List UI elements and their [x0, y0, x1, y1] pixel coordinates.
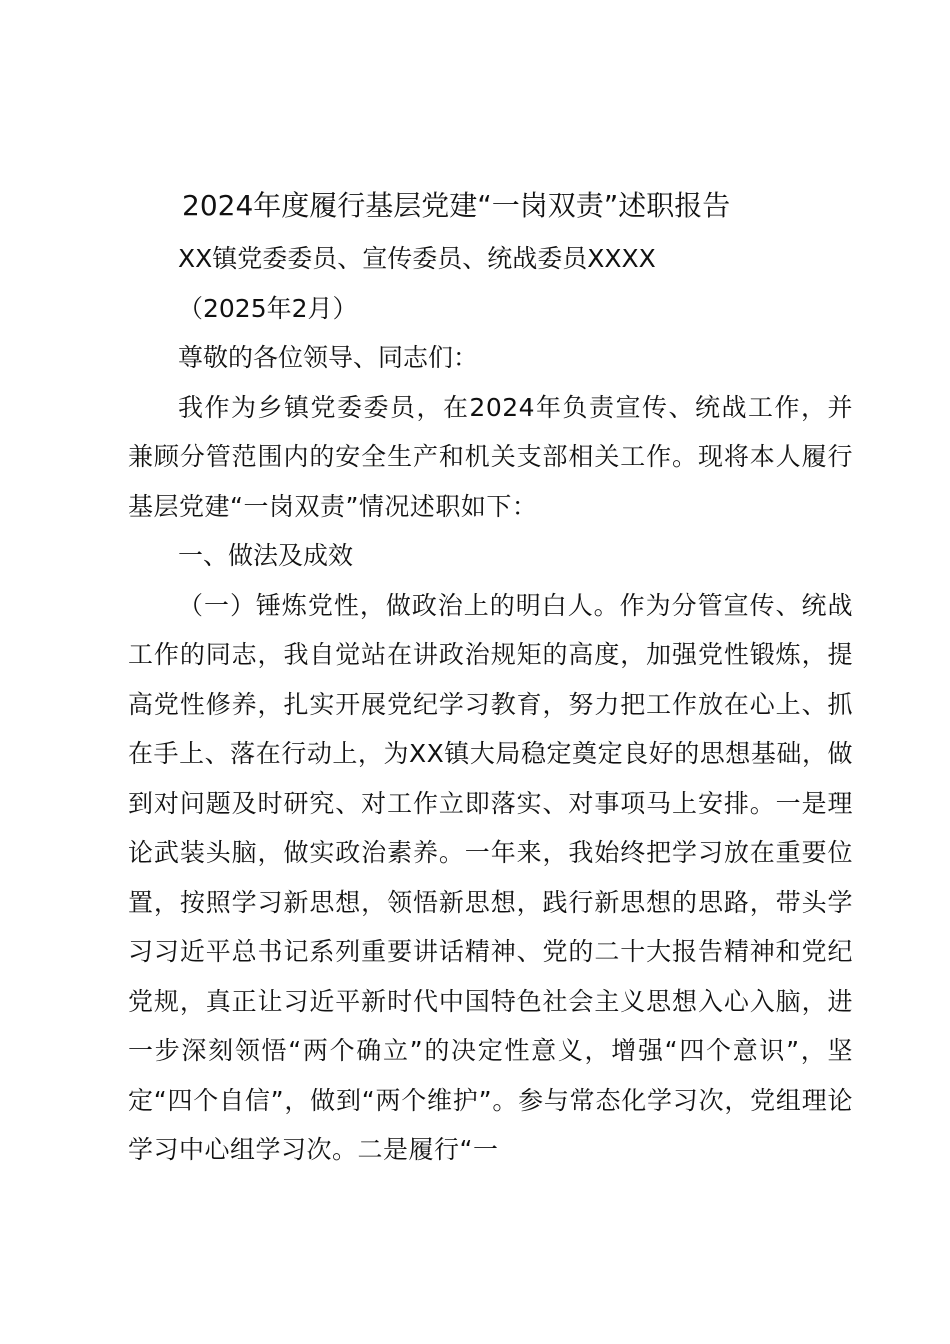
document-title: 2024年度履行基层党建“一岗双责”述职报告	[182, 189, 731, 222]
author-line: XX镇党委委员、宣传委员、统战委员XXXX	[178, 244, 656, 273]
document-body	[128, 178, 853, 1175]
section-heading: 一、做法及成效	[178, 541, 354, 570]
date-line: （2025年2月）	[178, 293, 358, 323]
body-paragraph: （一）锤炼党性，做政治上的明白人。作为分管宣传、统战工作的同志，我自觉站在讲政治规矩的高度，加强党性锻炼，提高党性修养，扎实开展党纪学习教育，努力把工作放在心上、抓在手上、落在行动上，为XX镇大局稳定奠定良好的思想基础，做到对问题及时研究、对工作立即落实、对事项马上安排。一是理论武装头脑，做实政治素养。一年来，我始终把学习放在重要位置，按照学习新思想，领悟新思想，践行新思想的思路，带头学习习近平总书记系列重要讲话精神、党的二十大报告精神和党纪党规，真正让习近平新时代中国特色社会主义思想入心入脑，进一步深刻领悟“两个确立”的决定性意义，增强“四个意识”，坚定“四个自信”，做到“两个维护”。参与常态化学习次，党组理论学习中心组学习次。二是履行“一	[128, 590, 853, 1164]
intro-paragraph: 我作为乡镇党委委员，在2024年负责宣传、统战工作，并兼顾分管范围内的安全生产和机关支部相关工作。现将本人履行基层党建“一岗双责”情况述职如下：	[128, 392, 853, 521]
salutation: 尊敬的各位领导、同志们：	[178, 343, 479, 372]
